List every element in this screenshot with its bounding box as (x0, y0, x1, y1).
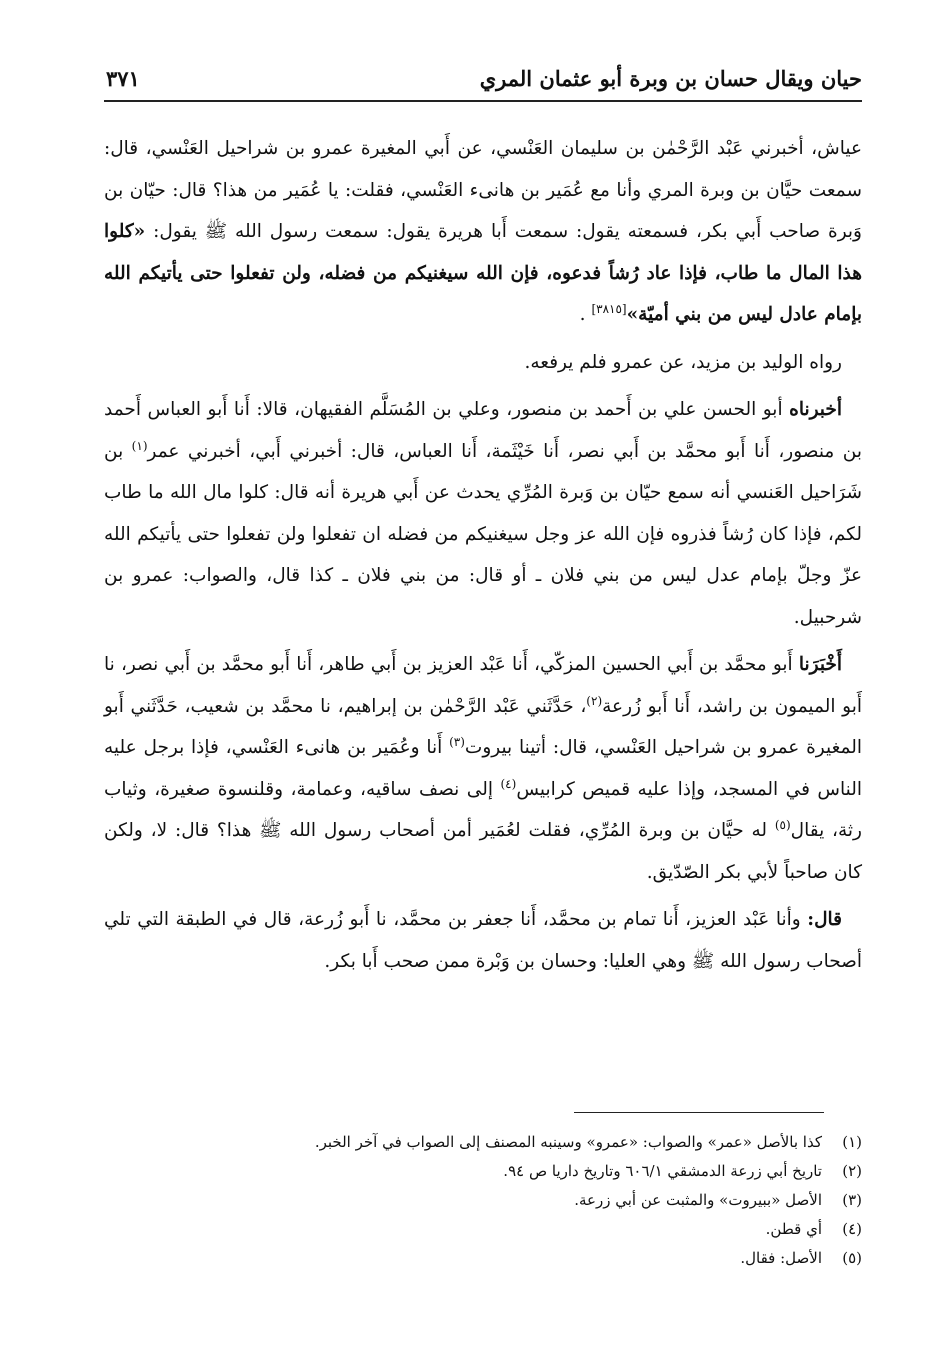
paragraph-text: أَنا وعُمَير بن هانىء العَنْسي، فإذا برجل عليه الناس في المسجد، وإذا عليه قميص كرابيس (104, 737, 862, 800)
paragraph-text: بن شَرَاحيل العَنسي أنه سمع حيّان بن وَبرة المُرِّي يحدث عن أَبي هريرة أنه قال: كلوا مال الله ما طاب لكم، فإذا كان رُشاً فذروه فإن الله عز وجل سيغنيكم من فضله ان تفعلوا ولن تفعلوا حتى يأتيكم الله عزّ وجلّ بإمام عدل ليس من بني فلان ـ أو قال: من بني فلان ـ كذا قال، والصواب: عمرو بن شرحبيل. (104, 440, 862, 628)
paragraph-lead: أخبرناه (789, 399, 842, 420)
footnote-divider (574, 1112, 824, 1113)
page-header (104, 62, 862, 102)
paragraph-text: وأنا عَبْد العزيز، أَنا تمام بن محمَّد، أَنا جعفر بن محمَّد، نا أَبو زُرعة، قال في الطبقة التي تلي أصحاب رسول الله ﷺ وهي العليا: وحسان بن وَبْرة ممن صحب أَبا بكر. (104, 909, 862, 972)
paragraph-text: أبو الحسن علي بن أَحمد بن منصور، وعلي بن المُسَلَّم الفقيهان، قالا: أَنا أَبو العباس أَحمد بن منصور، أَنا أَبو محمَّد بن أَبي نصر، أَنا خَيْثَمة، أَنا العباس، قال: أخبرني أَبي، أخبرني عمر (104, 399, 862, 462)
footnote-number: (٤) (842, 1220, 862, 1238)
footnote (104, 1244, 862, 1273)
footnote (104, 1157, 862, 1186)
paragraph-text: ، حَدَّثَني عَبْد الرَّحْمٰن بن إبراهيم، نا محمَّد بن شعيب، حَدَّثَني أَبو المغيرة عمرو بن شراحيل العَنْسي، قال: أتينا بيروت (104, 695, 862, 758)
footnote-ref: (٣) (449, 734, 465, 749)
paragraph-lead: أَخْبَرَنا (798, 654, 842, 675)
hadith-number: [٣٨١٥] (591, 301, 627, 316)
footnotes (104, 1128, 862, 1273)
footnote-ref: (٥) (774, 817, 791, 832)
footnote-text: كذا بالأصل «عمر» والصواب: «عمرو» وسينبه المصنف إلى الصواب في آخر الخبر. (314, 1133, 822, 1151)
paragraph-text: له حيَّان بن وبرة المُرِّي، فقلت لعُمَير أمن أصحاب رسول الله ﷺ هذا؟ قال: لا، ولكن كان صاحباً لأبي بكر الصّدّيق. (104, 820, 862, 883)
footnote (104, 1186, 862, 1215)
footnote-number: (١) (842, 1133, 862, 1151)
running-head: حيان ويقال حسان بن وبرة أبو عثمان المري (479, 66, 862, 91)
footnote-number: (٥) (842, 1249, 862, 1267)
hadith-quote: «كلوا هذا المال ما طاب، فإذا عاد رُشاً فدعوه، فإن الله سيغنيكم من فضله، ولن تفعلوا حتى يأتيكم الله بإمام عادل ليس من بني أميّة» (104, 221, 862, 325)
footnote (104, 1128, 862, 1157)
paragraph-text: إلى نصف ساقيه، وعمامة، وقلنسوة صغيرة، وثياب رثة، يقال (104, 778, 862, 841)
paragraph-5 (104, 899, 862, 982)
paragraph-3 (104, 389, 862, 638)
paragraph-2 (104, 342, 862, 384)
paragraph-text: أَبو محمَّد بن أَبي الحسين المزكّي، أَنا عَبْد العزيز بن أَبي طاهر، أَنا أَبو محمَّد بن أَبي نصر، نا أَبو الميمون بن راشد، أَنا أَبو زُرعة (104, 654, 863, 717)
paragraph-4 (104, 644, 862, 893)
paragraph-1 (104, 128, 862, 336)
footnote-ref: (٢) (586, 693, 603, 708)
paragraph-lead: قال: (807, 909, 842, 930)
footnote-ref: (١) (131, 438, 148, 453)
paragraph-text: . (579, 304, 586, 325)
footnote-text: الأصل «ببيروت» والمثبت عن أبي زرعة. (574, 1191, 822, 1209)
footnote-number: (٣) (842, 1191, 862, 1209)
footnote (104, 1215, 862, 1244)
paragraph-text: رواه الوليد بن مزيد، عن عمرو فلم يرفعه. (524, 351, 842, 373)
page-number: ٣٧١ (106, 66, 140, 91)
footnote-number: (٢) (842, 1162, 862, 1180)
footnote-ref: (٤) (500, 776, 517, 791)
paragraph-text: عياش، أخبرني عَبْد الرَّحْمٰن بن سليمان العَنْسي، عن أَبي المغيرة عمرو بن شراحيل العَنْسي، قال: سمعت حيَّان بن وبرة المري وأنا مع عُمَير بن هانىء العَنْسي، فقلت: يا عُمَير من هذا؟ قال: حيّان بن وَبرة صاحب أَبي بكر، فسمعته يقول: سمعت أَبا هريرة يقول: سمعت رسول الله ﷺ يقول: (104, 138, 862, 242)
main-text (104, 128, 862, 982)
footnote-text: الأصل: فقال. (740, 1249, 822, 1267)
footnote-text: أي قطن. (765, 1220, 822, 1238)
footnote-text: تاريخ أبي زرعة الدمشقي ٦٠٦/١ وتاريخ داريا ص ٩٤. (503, 1162, 822, 1180)
